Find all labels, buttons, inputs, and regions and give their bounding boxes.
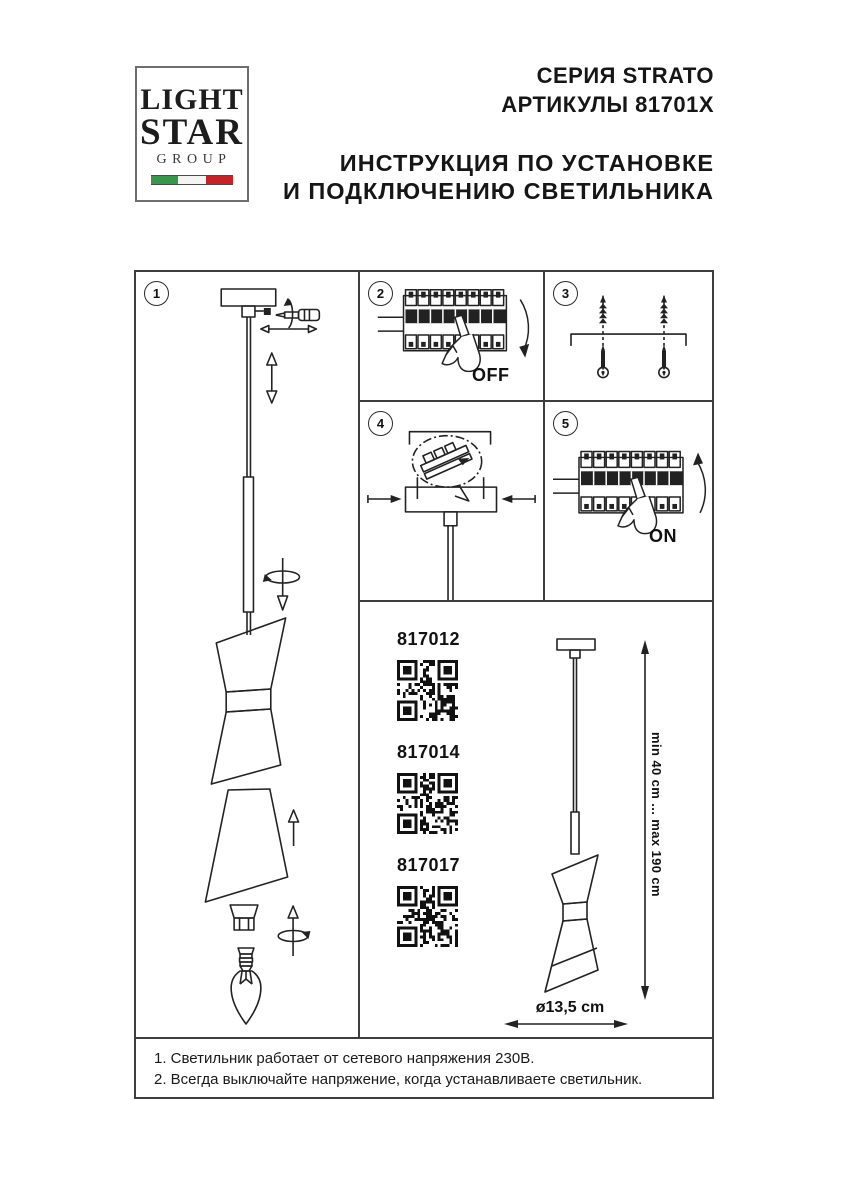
step-2-badge: 2 (368, 281, 393, 306)
article-number: 817012 (397, 629, 461, 649)
note-2: 2. Всегда выключайте напряжение, когда устанавливаете светильник. (154, 1071, 643, 1088)
note-1: 1. Светильник работает от сетевого напряжения 230В. (154, 1050, 535, 1067)
article-number: 817017 (397, 855, 461, 875)
instruction-title-line1: ИНСТРУКЦИЯ ПО УСТАНОВКЕ (339, 150, 714, 176)
step-5-badge: 5 (553, 411, 578, 436)
step-1-badge: 1 (144, 281, 169, 306)
header-titles (280, 61, 714, 205)
flag-green-stripe (151, 176, 178, 184)
step-4-panel (360, 402, 545, 602)
flag-red-stripe (206, 176, 233, 184)
article-number: 817014 (397, 742, 461, 762)
lightstar-logo (135, 66, 249, 202)
step-1-panel (136, 272, 360, 1037)
step-3-badge: 3 (553, 281, 578, 306)
products-panel (360, 602, 712, 1037)
instruction-title-line2: И ПОДКЛЮЧЕНИЮ СВЕТИЛЬНИКА (282, 178, 714, 204)
instruction-diagram-table (134, 270, 714, 1099)
exploded-pendant-drawing (136, 272, 358, 1037)
off-label: OFF (472, 365, 510, 385)
logo-word-group: GROUP (156, 152, 232, 167)
italian-flag-bar (151, 175, 233, 185)
logo-word-light: LIGHT (140, 83, 244, 116)
logo-word-star: STAR (140, 112, 244, 153)
step-3-panel (545, 272, 712, 402)
step-4-badge: 4 (368, 411, 393, 436)
height-dimension-label: min 40 cm ... max 190 cm (649, 732, 664, 897)
step-2-panel (360, 272, 545, 402)
series-title: СЕРИЯ STRATO (536, 63, 714, 88)
notes-section (136, 1037, 712, 1097)
on-label: ON (649, 526, 677, 546)
articles-title: АРТИКУЛЫ 81701X (501, 92, 714, 117)
flag-white-stripe (178, 176, 205, 184)
diameter-dimension-label: ø13,5 cm (535, 999, 605, 1016)
step-5-panel (545, 402, 712, 602)
